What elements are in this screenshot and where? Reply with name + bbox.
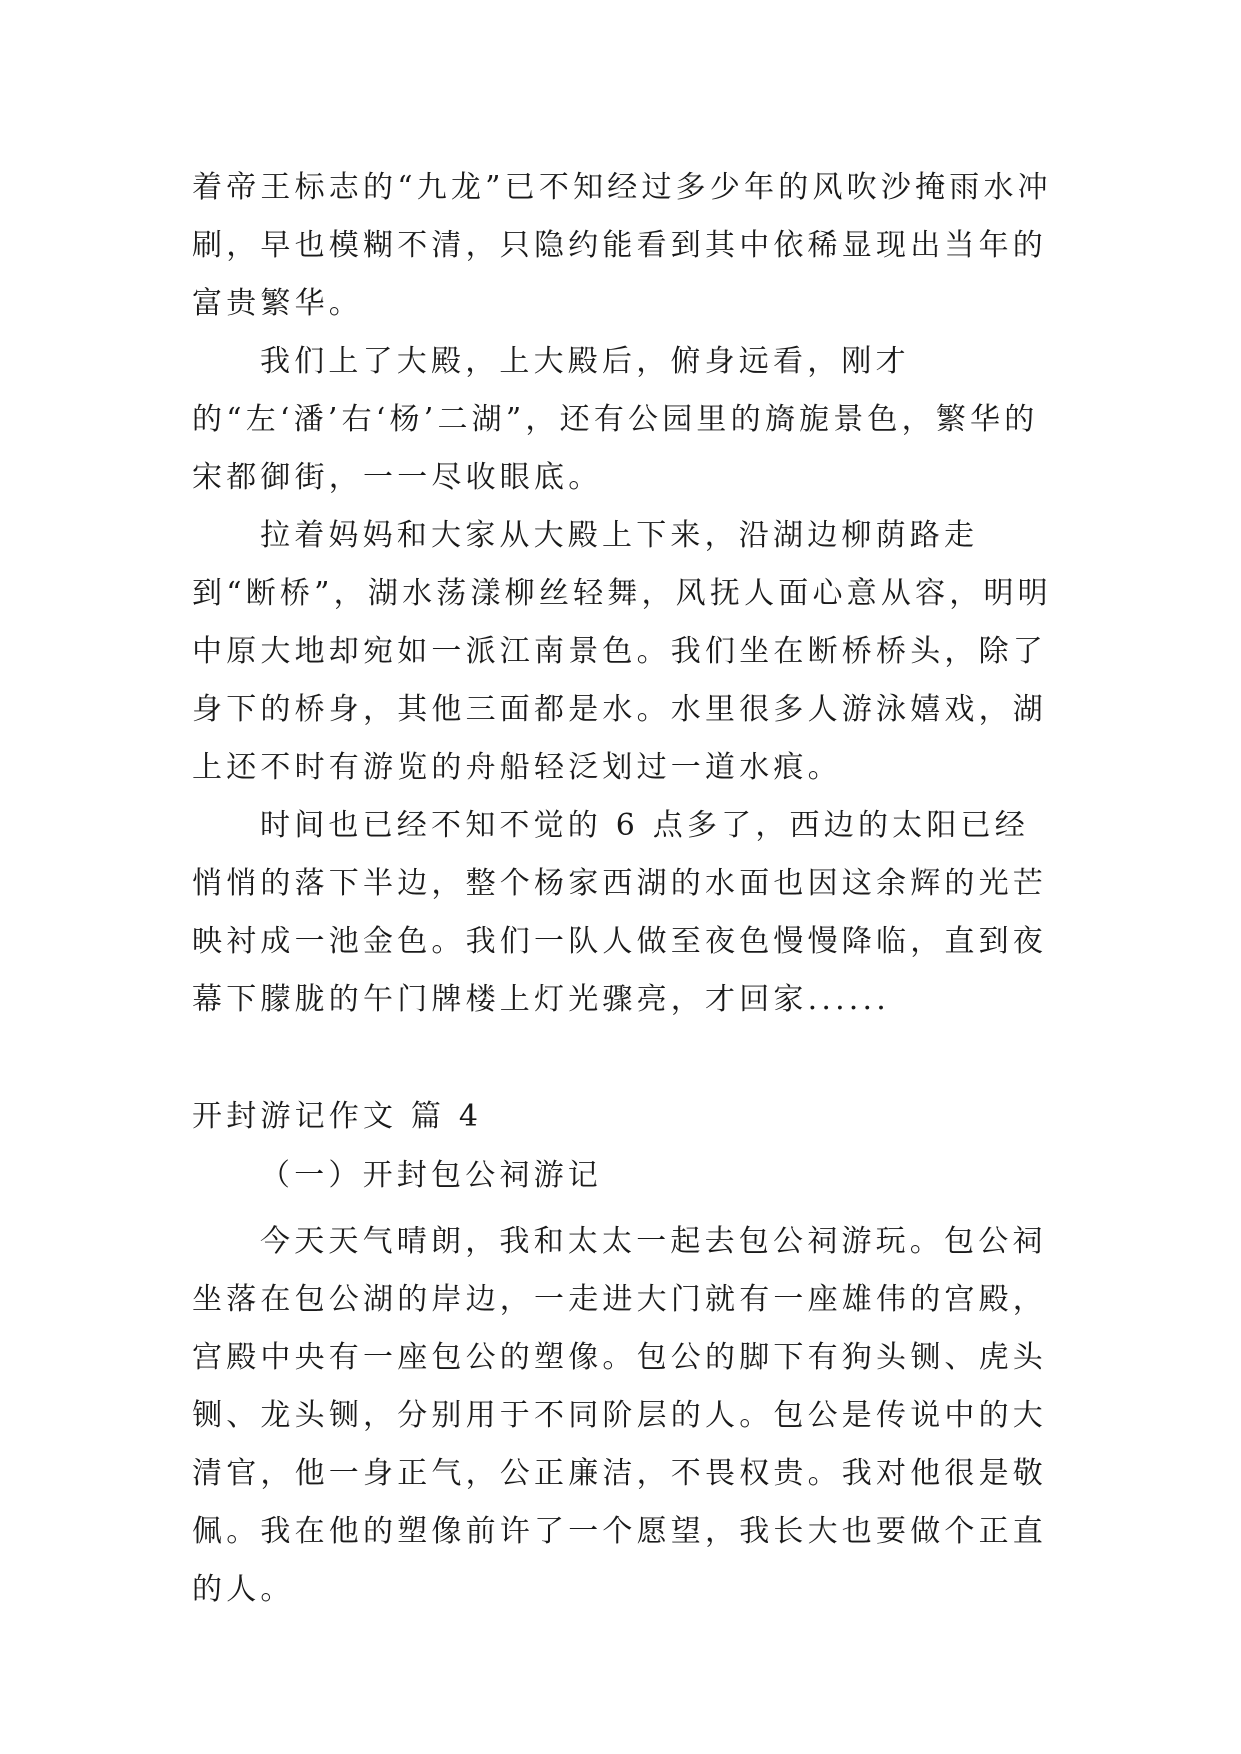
essay-body-top [192,159,1060,1029]
section-title: 开封游记作文 篇 4 [192,1099,483,1134]
paragraph-broken-bridge: 拉着妈妈和大家从大殿上下来，沿湖边柳荫路走到“断桥”，湖水荡漾柳丝轻舞，风抚人面心意从容，明明中原大地却宛如一派江南景色。我们坐在断桥桥头，除了身下的桥身，其他三面都是水。水里很多人游泳嬉戏，湖上还不时有游览的舟船轻泛划过一道水痕。 [192,518,1052,785]
essay-body-bottom [192,1213,1060,1619]
paragraph-nine-dragons: 着帝王标志的“九龙”已不知经过多少年的风吹沙掩雨水冲刷，早也模糊不清，只隐约能看到其中依稀显现出当年的富贵繁华。 [192,170,1052,321]
sub-title: （一）开封包公祠游记 [260,1158,602,1193]
paragraph-great-hall: 我们上了大殿，上大殿后，俯身远看，刚才的“左‘潘’右‘杨’二湖”，还有公园里的旖旎景色，繁华的宋都御街，一一尽收眼底。 [192,344,1039,495]
paragraph-sunset: 时间也已经不知不觉的 6 点多了，西边的太阳已经悄悄的落下半边，整个杨家西湖的水面也因这余辉的光芒映衬成一池金色。我们一队人做至夜色慢慢降临，直到夜幕下朦胧的午门牌楼上灯光骤亮，才回家...... [192,808,1047,1017]
paragraph-bao-gong-temple: 今天天气晴朗，我和太太一起去包公祠游玩。包公祠坐落在包公湖的岸边，一走进大门就有一座雄伟的宫殿，宫殿中央有一座包公的塑像。包公的脚下有狗头铡、虎头铡、龙头铡，分别用于不同阶层的人。包公是传说中的大清官，他一身正气，公正廉洁，不畏权贵。我对他很是敬佩。我在他的塑像前许了一个愿望，我长大也要做个正直的人。 [192,1224,1047,1607]
